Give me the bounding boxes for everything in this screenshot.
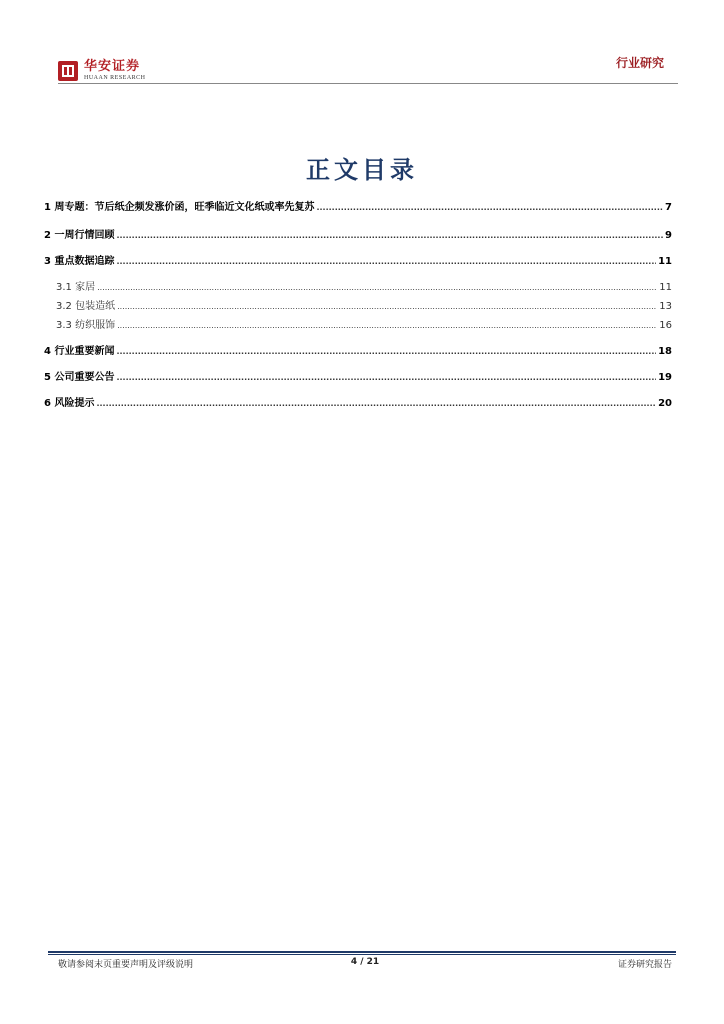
toc-entry-label: 3.1 家居	[56, 282, 96, 293]
toc-entry-page: 16	[659, 320, 672, 331]
page-header	[0, 0, 724, 90]
footer-divider-thick	[48, 951, 676, 953]
toc-leader-dots	[117, 320, 657, 331]
toc-entry-label: 3 重点数据追踪	[44, 256, 115, 267]
toc-entry-3-3[interactable]	[56, 316, 672, 331]
logo-text	[84, 60, 146, 81]
company-logo	[58, 60, 146, 81]
toc-entry-label: 2 一周行情回顾	[44, 230, 115, 241]
toc-leader-dots	[116, 256, 656, 267]
toc-entry-2[interactable]	[44, 226, 672, 241]
toc-entry-label: 4 行业重要新闻	[44, 346, 115, 357]
toc-entry-page: 19	[658, 372, 672, 383]
toc-entry-label: 1 周专题：节后纸企频发涨价函，旺季临近文化纸或率先复苏	[44, 202, 315, 213]
toc-entry-label: 3.3 纺织服饰	[56, 320, 116, 331]
toc-leader-dots	[117, 301, 657, 312]
toc-entry-page: 11	[658, 256, 672, 267]
toc-leader-dots	[116, 372, 656, 383]
toc-entry-page: 9	[665, 230, 672, 241]
toc-leader-dots	[97, 282, 657, 293]
toc-entry-5[interactable]	[44, 368, 672, 383]
logo-name-cn: 华安证券	[84, 59, 141, 74]
toc-entry-page: 18	[658, 346, 672, 357]
header-divider	[58, 83, 678, 84]
toc-entry-label: 6 风险提示	[44, 398, 95, 409]
toc-title: 正文目录	[306, 155, 418, 184]
toc-leader-dots	[116, 230, 663, 241]
toc-entry-page: 11	[659, 282, 672, 293]
toc-entry-3-1[interactable]	[56, 278, 672, 293]
page-footer	[58, 957, 672, 971]
toc-entry-4[interactable]	[44, 342, 672, 357]
toc-entry-1[interactable]	[44, 198, 672, 213]
toc-entry-3[interactable]	[44, 252, 672, 267]
toc-entry-page: 20	[658, 398, 672, 409]
toc-entry-page: 7	[665, 202, 672, 213]
logo-seal-icon	[58, 61, 78, 81]
footer-disclaimer: 敬请参阅末页重要声明及评级说明	[58, 960, 194, 970]
logo-name-en: HUAAN RESEARCH	[84, 75, 146, 81]
toc-leader-dots	[116, 346, 656, 357]
toc-entry-3-2[interactable]	[56, 297, 672, 312]
footer-divider-thin	[48, 954, 676, 955]
toc-entry-label: 5 公司重要公告	[44, 372, 115, 383]
page-number: 4 / 21	[350, 957, 380, 967]
toc-entry-6[interactable]	[44, 394, 672, 409]
toc-leader-dots	[96, 398, 656, 409]
section-tag: 行业研究	[615, 56, 664, 70]
footer-report-type: 证券研究报告	[617, 960, 672, 970]
toc-entry-page: 13	[659, 301, 672, 312]
toc-leader-dots	[316, 202, 663, 213]
toc-entry-label: 3.2 包装造纸	[56, 301, 116, 312]
